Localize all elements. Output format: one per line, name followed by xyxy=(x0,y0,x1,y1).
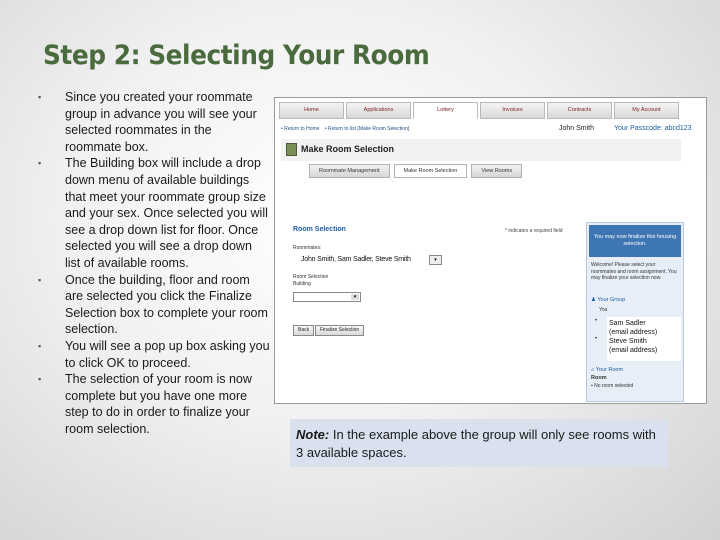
bullet-list xyxy=(38,89,270,437)
section-title: Room Selection xyxy=(293,226,346,233)
roommates-value: John Smith, Sam Sadler, Steve Smith xyxy=(301,256,411,263)
return-home-link[interactable]: • Return to Home xyxy=(281,126,320,132)
side-panel xyxy=(586,222,684,402)
note-text: In the example above the group will only see rooms with 3 available spaces. xyxy=(296,427,656,460)
chevron-down-icon: ▾ xyxy=(434,257,437,263)
return-list-link[interactable]: • Return to list [Make Room Selection] xyxy=(324,126,410,132)
user-name: John Smith xyxy=(559,125,595,132)
nav-tab-lottery[interactable]: Lottery xyxy=(413,102,478,119)
slide-title: Step 2: Selecting Your Room xyxy=(43,40,430,71)
room-selection-icon xyxy=(286,143,297,156)
tab-make-room-selection[interactable]: Make Room Selection xyxy=(394,164,468,178)
bullet-item: ▪ The Building box will include a drop down menu of available buildings that meet your roommate group size and your sex. Once selected you will see a drop down list for floor. Once selected you will see a drop down list of available rooms. xyxy=(38,156,268,270)
back-button[interactable]: Back xyxy=(293,325,314,336)
bullet-dot-icon: • xyxy=(595,318,598,324)
bullet-dot-icon: ▪ xyxy=(38,374,42,385)
page-title: Make Room Selection xyxy=(301,144,395,154)
top-nav xyxy=(279,102,679,119)
nav-tab-contracts[interactable]: Contracts xyxy=(547,102,612,119)
building-label: Building xyxy=(293,281,311,287)
nav-tab-invoices[interactable]: Invoices xyxy=(480,102,545,119)
sub-tabs xyxy=(309,164,522,178)
bullet-dot-icon: ▪ xyxy=(38,92,42,102)
welcome-text: Welcome! Please select your roommates and room assignment. You may finalize your selection now. xyxy=(591,262,677,281)
nav-tab-home[interactable]: Home xyxy=(279,102,344,119)
finalize-banner: You may now finalize this housing selection. xyxy=(589,225,681,257)
list-item: Steve Smith (email address) xyxy=(609,338,658,354)
bullet-dot-icon: ▪ xyxy=(38,274,42,285)
page-header xyxy=(281,139,681,161)
group-heading: ♟ Your Group xyxy=(591,297,626,303)
room-value: • No room selected xyxy=(591,383,634,389)
roommates-dropdown[interactable] xyxy=(429,255,442,265)
note-box xyxy=(290,419,668,467)
roommates-label: Roommates: xyxy=(293,245,322,251)
bullet-item: ▪ Once the building, floor and room are selected you click the Finalize Selection box to complete your room selection. xyxy=(38,272,268,337)
building-dropdown[interactable] xyxy=(293,292,361,302)
bullet-item: ▪ You will see a pop up box asking you to click OK to proceed. xyxy=(38,338,270,370)
embedded-screenshot xyxy=(274,97,707,404)
bullet-item: ▪ Since you created your roommate group in advance you will see your selected roommates in the roommate box. xyxy=(38,90,257,154)
chevron-down-icon: ▾ xyxy=(351,294,359,300)
room-heading: ⌂ Your Room xyxy=(591,367,624,373)
list-item: Sam Sadler (email address) xyxy=(609,320,658,336)
breadcrumb xyxy=(281,126,413,132)
room-selection-label: Room Selection Building xyxy=(293,274,329,287)
bullet-dot-icon: ▪ xyxy=(38,158,42,169)
bullet-dot-icon: • xyxy=(595,336,598,342)
house-icon: ⌂ xyxy=(591,367,595,373)
note-label: Note: xyxy=(296,427,330,442)
passcode-label: Your Passcode: abcd123 xyxy=(614,125,692,132)
room-label: Room xyxy=(591,375,607,381)
you-label: You xyxy=(599,307,608,313)
bullet-item: ▪ The selection of your room is now complete but you have one more step to do in order to finalize your room selection. xyxy=(38,372,252,436)
tab-view-rooms[interactable]: View Rooms xyxy=(471,164,522,178)
tab-roommate-management[interactable]: Roommate Management xyxy=(309,164,390,178)
required-note: * indicates a required field xyxy=(505,228,563,234)
bullet-dot-icon: ▪ xyxy=(38,340,42,351)
group-icon: ♟ xyxy=(591,297,596,303)
nav-tab-my-account[interactable]: My Account xyxy=(614,102,679,119)
finalize-selection-button[interactable]: Finalize Selection xyxy=(315,325,364,336)
nav-tab-applications[interactable]: Applications xyxy=(346,102,411,119)
